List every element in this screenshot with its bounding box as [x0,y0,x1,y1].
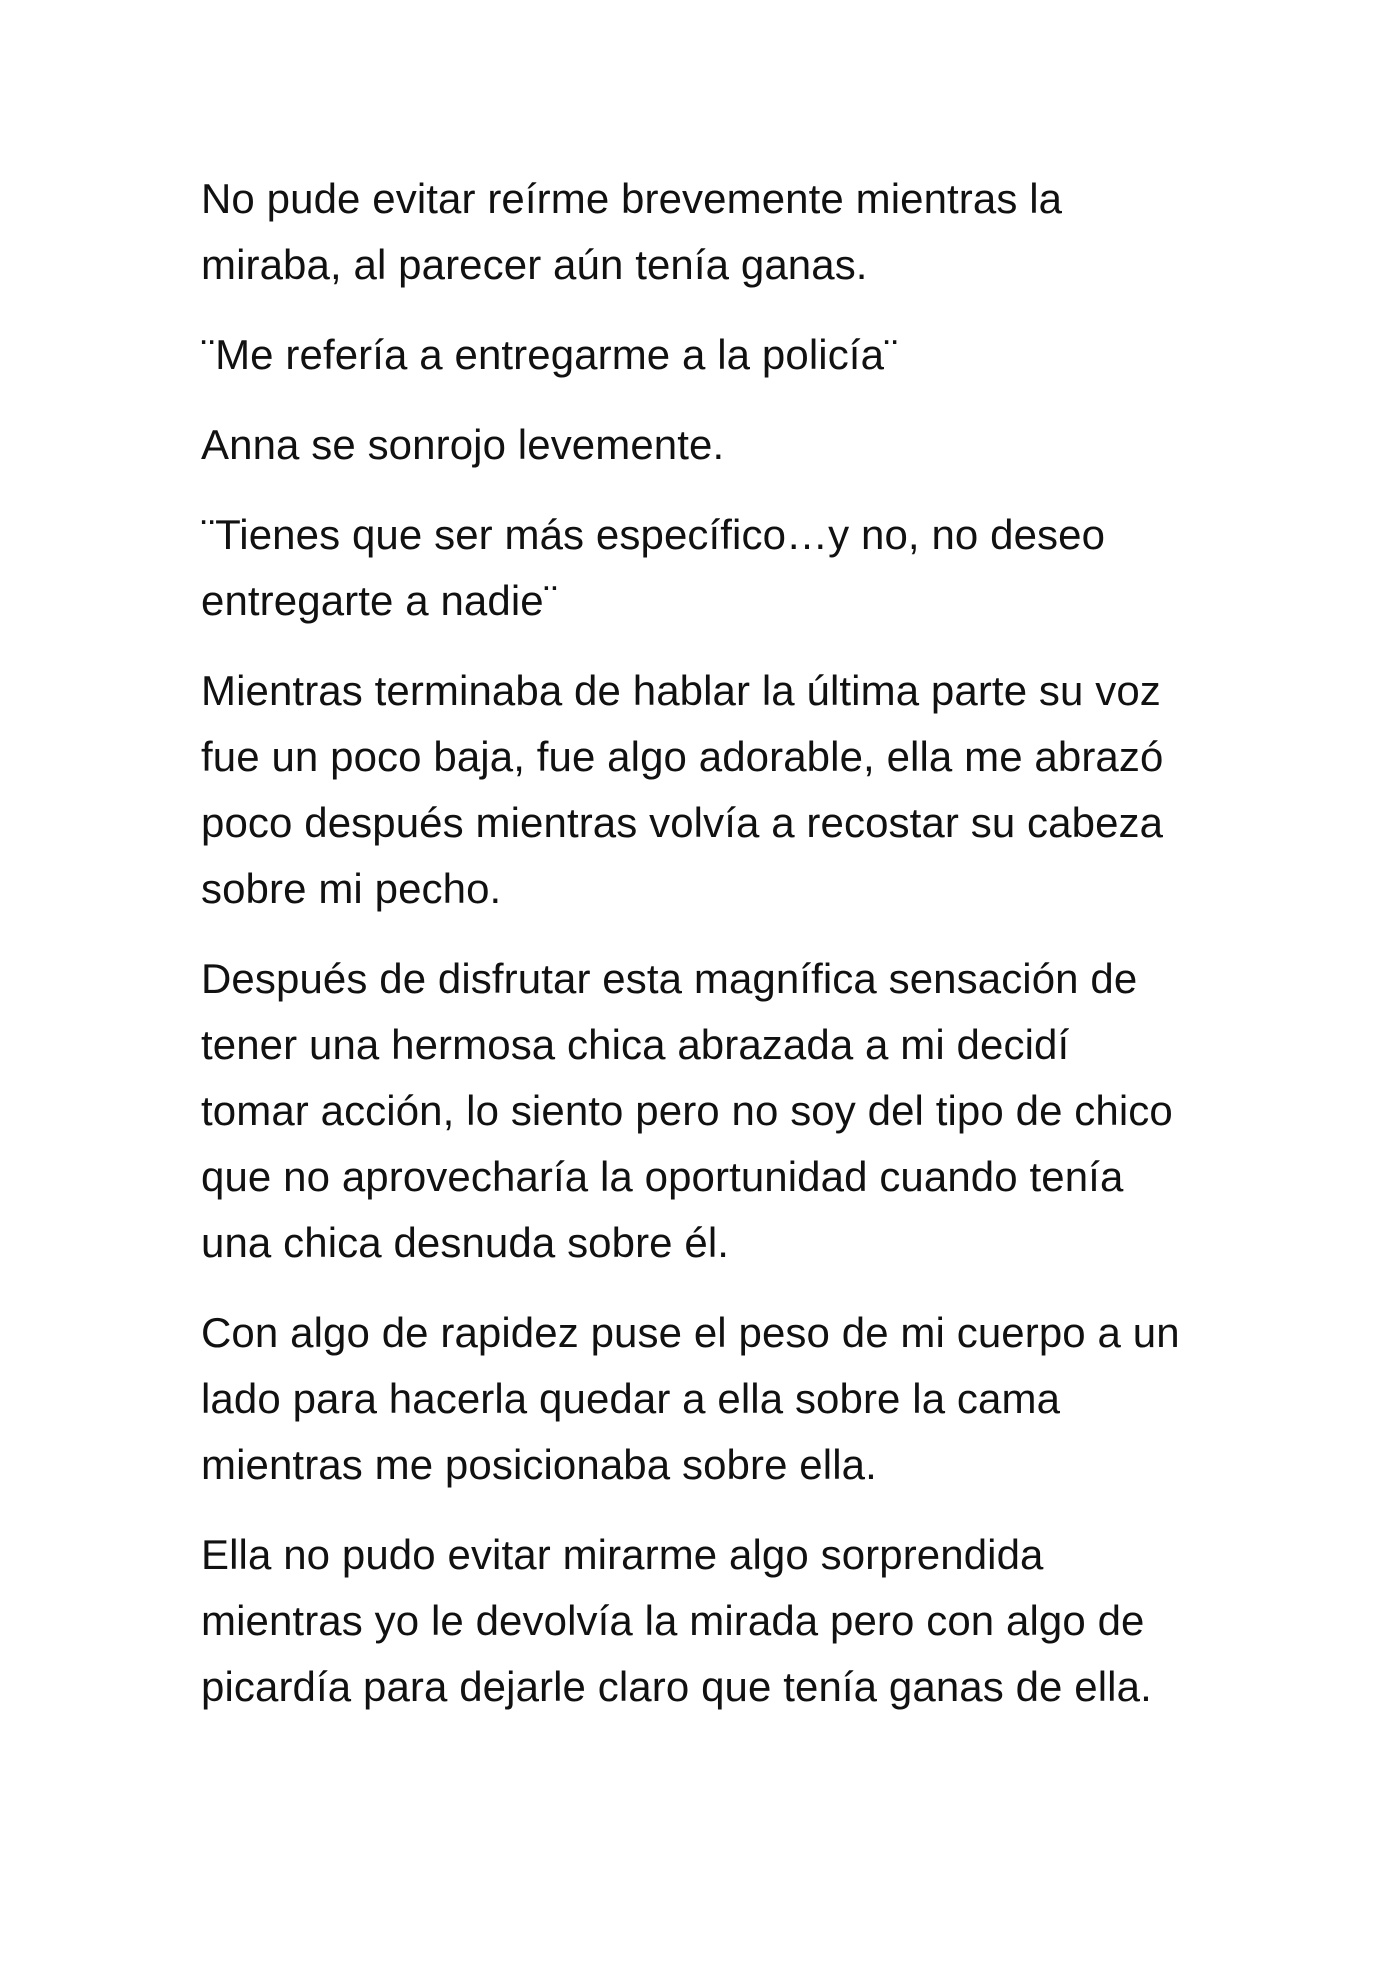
paragraph-line: ¨Me refería a entregarme a la policía¨ [201,331,899,378]
paragraph-6 [201,946,1211,1276]
paragraph-line: Anna se sonrojo levemente. [201,421,725,468]
paragraph-line: fue un poco baja, fue algo adorable, ella me abrazó [201,733,1164,780]
paragraph-line: una chica desnuda sobre él. [201,1219,730,1266]
paragraph-line: que no aprovecharía la oportunidad cuando tenía [201,1153,1124,1200]
paragraph-line: Con algo de rapidez puse el peso de mi cuerpo a un [201,1309,1180,1356]
paragraph-line: Después de disfrutar esta magnífica sensación de [201,955,1138,1002]
paragraph-line: ¨Tienes que ser más específico…y no, no deseo [201,511,1106,558]
paragraph-line: Mientras terminaba de hablar la última parte su voz [201,667,1161,714]
paragraph-line: mientras yo le devolvía la mirada pero con algo de [201,1597,1145,1644]
paragraph-3 [201,412,1211,478]
paragraph-line: lado para hacerla quedar a ella sobre la cama [201,1375,1061,1422]
document-body [201,166,1211,1744]
paragraph-line: tomar acción, lo siento pero no soy del tipo de chico [201,1087,1173,1134]
paragraph-4 [201,502,1211,634]
paragraph-line: Ella no pudo evitar mirarme algo sorprendida [201,1531,1044,1578]
paragraph-line: entregarte a nadie¨ [201,577,558,624]
paragraph-line: sobre mi pecho. [201,865,502,912]
paragraph-8 [201,1522,1211,1720]
paragraph-line: poco después mientras volvía a recostar su cabeza [201,799,1164,846]
paragraph-1 [201,166,1211,298]
paragraph-line: miraba, al parecer aún tenía ganas. [201,241,868,288]
paragraph-7 [201,1300,1211,1498]
paragraph-line: picardía para dejarle claro que tenía ganas de ella. [201,1663,1152,1710]
paragraph-line: No pude evitar reírme brevemente mientras la [201,175,1063,222]
paragraph-5 [201,658,1211,922]
paragraph-line: tener una hermosa chica abrazada a mi decidí [201,1021,1070,1068]
paragraph-line: mientras me posicionaba sobre ella. [201,1441,877,1488]
paragraph-2 [201,322,1211,388]
